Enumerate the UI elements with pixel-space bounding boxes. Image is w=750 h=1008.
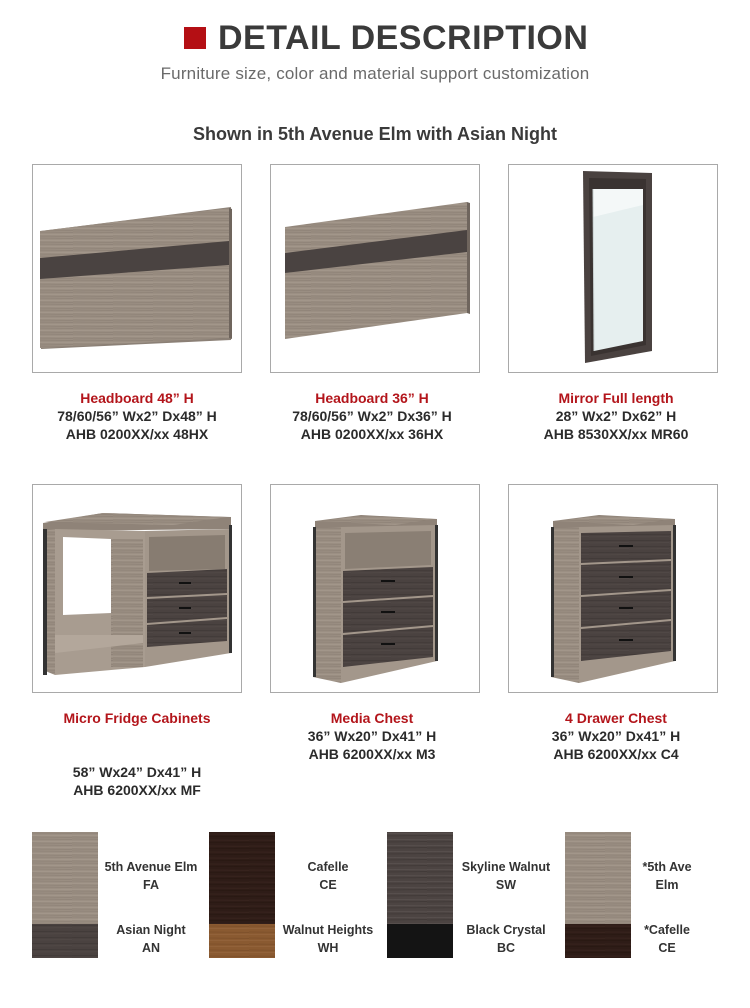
header-accent-square: [184, 27, 206, 49]
swatch-name: *5th Ave: [642, 860, 692, 874]
swatch-code: BC: [496, 941, 516, 955]
swatch-label-black-crystal: [455, 921, 557, 957]
product-name: Micro Fridge Cabinets: [63, 710, 211, 726]
swatch-code: CE: [319, 878, 337, 892]
swatch-label-walnut-heights: [277, 921, 379, 957]
swatch-label-skyline-walnut: [455, 858, 557, 894]
swatch-name: Walnut Heights: [282, 923, 374, 937]
swatch-label-5th-ave-elm-alt: [633, 858, 701, 894]
media-chest-image: [270, 484, 480, 693]
swatch-name: Black Crystal: [466, 923, 546, 937]
product-name: Headboard 48” H: [80, 390, 194, 406]
product-name: Media Chest: [330, 710, 414, 726]
product-caption-headboard-48: [22, 389, 252, 443]
product-name: Headboard 36” H: [315, 390, 429, 406]
swatch-name: Asian Night: [116, 923, 186, 937]
product-dimensions: 36” Wx20” Dx41” H: [307, 728, 437, 744]
swatch-name: Skyline Walnut: [461, 860, 551, 874]
swatch-skyline-walnut: [387, 832, 453, 924]
swatch-5th-avenue-elm: [32, 832, 98, 924]
product-code: AHB 6200XX/xx MF: [73, 782, 201, 798]
swatch-asian-night: [32, 924, 98, 958]
swatch-name: 5th Avenue Elm: [104, 860, 198, 874]
product-code: AHB 6200XX/xx C4: [553, 746, 679, 762]
headboard-36-image: [270, 164, 480, 373]
product-caption-headboard-36: [257, 389, 487, 443]
product-name: Mirror Full length: [558, 390, 674, 406]
product-caption-micro-fridge: [22, 709, 252, 799]
product-code: AHB 6200XX/xx M3: [308, 746, 436, 762]
product-caption-mirror: [501, 389, 731, 443]
swatch-name: Cafelle: [307, 860, 349, 874]
swatch-walnut-heights: [209, 924, 275, 958]
product-name: 4 Drawer Chest: [565, 710, 667, 726]
headboard-48-image: [32, 164, 242, 373]
caption-spacer: [22, 727, 252, 763]
product-dimensions: 58” Wx24” Dx41” H: [72, 764, 202, 780]
swatch-name: *Cafelle: [644, 923, 690, 937]
swatch-5th-ave-elm-alt: [565, 832, 631, 924]
shown-in-heading: Shown in 5th Avenue Elm with Asian Night: [192, 124, 558, 144]
product-caption-four-drawer-chest: [501, 709, 731, 763]
swatch-label-cafelle: [277, 858, 379, 894]
four-drawer-chest-image: [508, 484, 718, 693]
swatch-code: AN: [141, 941, 161, 955]
product-dimensions: 28” Wx2” Dx62” H: [555, 408, 677, 424]
product-code: AHB 0200XX/xx 36HX: [300, 426, 444, 442]
product-code: AHB 8530XX/xx MR60: [543, 426, 689, 442]
swatch-cafelle-alt: [565, 924, 631, 958]
product-dimensions: 78/60/56” Wx2” Dx48” H: [57, 408, 217, 424]
swatch-code: WH: [317, 941, 339, 955]
swatch-code: FA: [143, 878, 159, 892]
mirror-image: [508, 164, 718, 373]
swatch-black-crystal: [387, 924, 453, 958]
swatch-cafelle: [209, 832, 275, 924]
page-header: [0, 14, 750, 60]
product-code: AHB 0200XX/xx 48HX: [65, 426, 209, 442]
page-title: DETAIL DESCRIPTION: [218, 19, 589, 57]
product-caption-media-chest: [257, 709, 487, 763]
micro-fridge-cabinet-image: [32, 484, 242, 693]
swatch-label-5th-avenue-elm: [100, 858, 202, 894]
swatch-code: Elm: [655, 878, 679, 892]
page-subtitle: Furniture size, color and material support customization: [160, 64, 590, 83]
product-dimensions: 78/60/56” Wx2” Dx36” H: [292, 408, 452, 424]
swatch-label-asian-night: [100, 921, 202, 957]
product-dimensions: 36” Wx20” Dx41” H: [551, 728, 681, 744]
swatch-code: SW: [495, 878, 517, 892]
swatch-label-cafelle-alt: [633, 921, 701, 957]
swatch-code: CE: [658, 941, 676, 955]
